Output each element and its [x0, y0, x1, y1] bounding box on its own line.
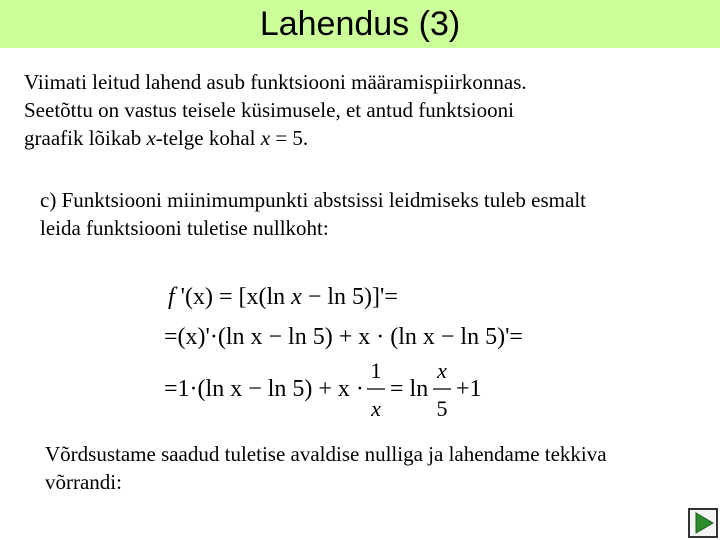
formula-line-2: =(x)'·(ln x − ln 5) + x · (ln x − ln 5)'=: [164, 324, 523, 350]
text-segment: graafik lõikab: [24, 126, 147, 150]
text-segment: = 5.: [270, 126, 309, 150]
formula-line-3-rhs: +1: [456, 376, 482, 402]
fraction-2-denominator: 5: [436, 396, 448, 421]
formula-line-1-rest: − ln 5)]'=: [301, 284, 398, 310]
formula-x: x: [291, 284, 302, 310]
formula-line-1-mid: '(x) = [x(ln: [174, 284, 292, 310]
math-variable: x: [146, 126, 156, 150]
paragraph-1-line-1: [24, 68, 704, 96]
paragraph-1-line-2: [24, 96, 704, 124]
fraction-2-numerator: x: [437, 358, 447, 383]
paragraph-1: [24, 68, 704, 152]
paragraph-2: [40, 186, 700, 242]
text-segment: -telge kohal: [155, 126, 261, 150]
fraction-1-numerator: 1: [370, 358, 382, 383]
fraction-1-denominator: x: [371, 396, 381, 421]
formula-f: f: [168, 284, 175, 310]
formula-line-3-mid: = ln: [390, 376, 429, 402]
formula-line-3-lhs: =1·(ln x − ln 5) + x ·: [164, 376, 364, 402]
paragraph-3: [45, 440, 705, 496]
paragraph-2-line-2: leida funktsiooni tuletise nullkoht:: [40, 216, 329, 240]
play-triangle-icon: [690, 510, 716, 536]
math-variable: x: [260, 126, 271, 150]
formula-svg: [160, 270, 540, 425]
paragraph-3-line-2: võrrandi:: [45, 470, 122, 494]
paragraph-3-line-1: Võrdsustame saadud tuletise avaldise nulliga ja lahendame tekkiva: [45, 442, 607, 466]
text-segment: Viimati leitud lahend asub funktsiooni määramispiirkonnas.: [24, 70, 527, 94]
derivative-formula: [160, 270, 540, 425]
paragraph-1-line-3: [24, 124, 704, 152]
slide-title: Lahendus (3): [259, 5, 461, 43]
paragraph-2-line-1: c) Funktsiooni miinimumpunkti abstsissi leidmiseks tuleb esmalt: [40, 188, 586, 212]
next-slide-button[interactable]: [688, 508, 718, 538]
text-segment: Seetõttu on vastus teisele küsimusele, et antud funktsiooni: [24, 98, 514, 122]
formula-line-1: [168, 284, 398, 310]
